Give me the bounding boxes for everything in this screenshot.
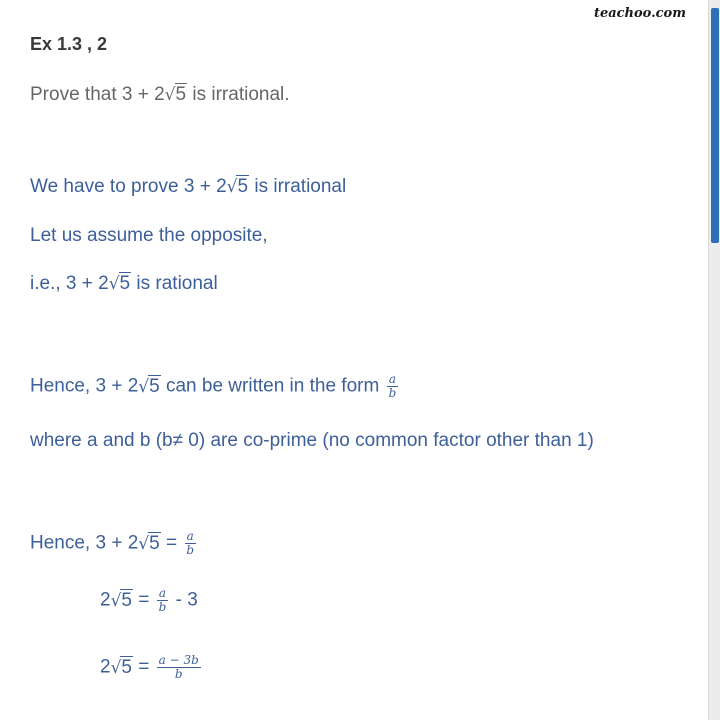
fraction-a-over-b: $\frac{a}{b}$	[186, 529, 195, 557]
proof-line-3: i.e., 3 + 2√5 is rational	[30, 273, 218, 294]
sqrt-symbol: √5	[108, 273, 131, 294]
sqrt-symbol: √5	[164, 84, 187, 105]
proof-line-6: Hence, 3 + 2√5 = $\frac{a}{b}$	[30, 529, 195, 557]
question-line: Prove that 3 + 2√5 is irrational.	[30, 84, 290, 105]
sqrt-symbol: √5	[110, 656, 132, 678]
proof-line-1: We have to prove 3 + 2√5 is irrational	[30, 176, 347, 197]
proof-line-8: 2√5 = $\frac{a - 3b}{b}$	[100, 653, 199, 681]
sqrt-symbol: √5	[110, 589, 132, 611]
proof-line-4: Hence, 3 + 2√5 can be written in the form $\frac{a}{b}$	[30, 372, 397, 400]
fraction-a-over-b: $\frac{a}{b}$	[388, 372, 397, 400]
proof-line-7: 2√5 = $\frac{a}{b}$ - 3	[100, 586, 198, 614]
fraction-a-minus-3b-over-b: $\frac{a - 3b}{b}$	[158, 653, 199, 681]
proof-line-5: where a and b (b≠ 0) are co-prime (no common factor other than 1)	[30, 430, 594, 451]
sqrt-symbol: √5	[226, 176, 249, 197]
proof-line-2: Let us assume the opposite,	[30, 225, 268, 246]
sqrt-symbol: √5	[138, 532, 160, 554]
teachoo-logo: teachoo.com	[593, 6, 686, 21]
sqrt-symbol: √5	[138, 375, 160, 397]
vertical-scrollbar[interactable]	[708, 0, 720, 720]
fraction-a-over-b: $\frac{a}{b}$	[158, 586, 167, 614]
scroll-thumb[interactable]	[711, 8, 719, 243]
exercise-title: Ex 1.3 , 2	[30, 34, 108, 54]
